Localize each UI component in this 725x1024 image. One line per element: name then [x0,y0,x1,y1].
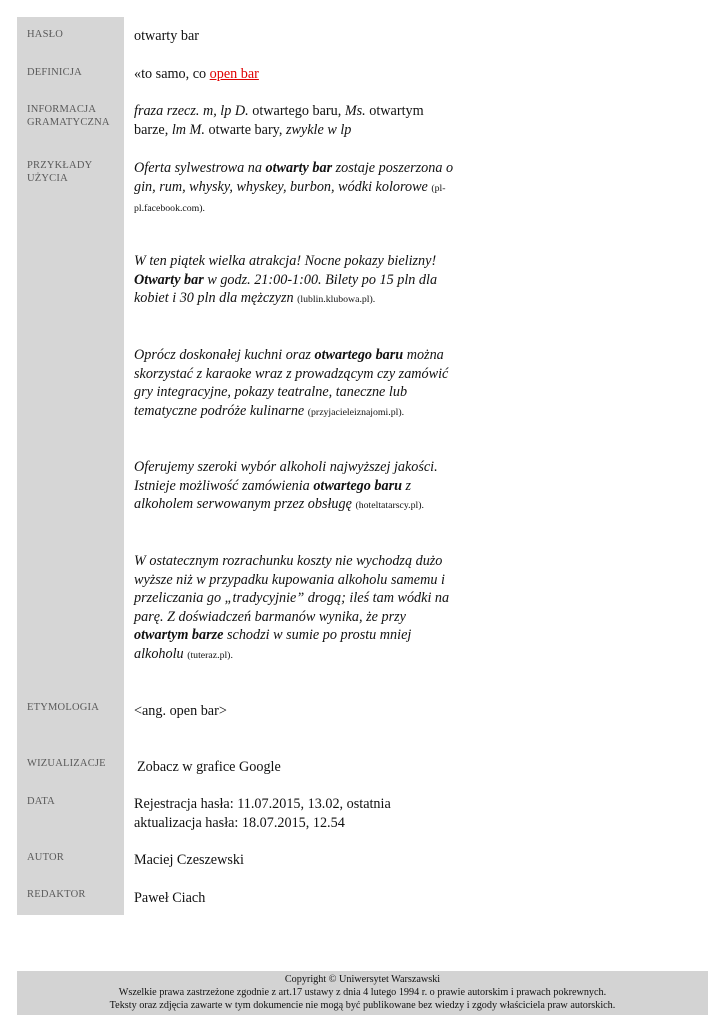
editor: Paweł Ciach [134,890,206,906]
usage-example [134,252,446,310]
google-images-link[interactable]: Zobacz w grafice Google [137,759,281,775]
update-date: aktualizacja hasła: 18.07.2015, 12.54 [134,815,345,831]
label-line: GRAMATYCZNA [27,117,110,128]
rights-line: Wszelkie prawa zastrzeżone zgodnie z art.17 ustawy z dnia 4 lutego 1994 r. o prawie autorskim i prawach pokrewnych. [118,987,607,998]
example-text: Oferta sylwestrowa na [134,160,266,176]
example-text: Oferujemy szeroki wybór alkoholi najwyższej jakości. Istnieje możliwość zamówienia [134,459,438,494]
label-informacja-gramatyczna [27,103,122,129]
example-headword: otwartym barze [134,627,224,644]
grammar-part: fraza rzecz. m, lp D. [134,103,249,119]
example-text: W ten piątek wielka atrakcja! Nocne pokazy bielizny! [134,253,437,269]
definition [134,65,464,84]
label-column [17,17,124,915]
example-text: Oprócz doskonałej kuchni oraz [134,347,315,363]
grammar-part: otwarte bary, [204,122,286,138]
usage-notice-line: Teksty oraz zdjęcia zawarte w tym dokumencie nie mogą być publikowane bez wiedzy i zgody właściciela praw autorskich. [109,1000,616,1011]
headword: otwarty bar [134,28,200,44]
example-text: z alkoholem serwowanym przez obsługę [134,477,412,513]
example-text: W ostatecznym rozrachunku koszty nie wychodzą dużo wyższe niż w przypadku kupowania alkoholu samemu i przeliczania go „tradycyjnie” drogą; ileś tam wódki na parę. Z doświadczeń barmanów wynika, że przy [134,553,450,625]
usage-example [134,458,449,516]
example-headword: Otwarty bar [134,271,204,288]
grammar-part: otwartym barze, [134,103,424,138]
label-line: UŻYCIA [27,173,68,184]
label-etymologia: ETYMOLOGIA [27,702,99,713]
label-data: DATA [27,796,55,807]
grammar-info [134,102,454,140]
usage-example [134,346,459,422]
label-przyklady-uzycia [27,159,122,185]
example-source: (przyjacieleiznajomi.pl). [307,406,405,418]
example-text: można skorzystać z karaoke wraz z prowadzącym czy zamówić gry integracyjne, pokazy teatralne, taneczne lub tematyczne podróże kulinarne [134,347,449,419]
label-haslo: HASŁO [27,29,64,40]
usage-example [134,159,459,219]
registration-date: Rejestracja hasła: 11.07.2015, 13.02, ostatnia [134,796,391,812]
usage-example [134,552,456,666]
label-autor: AUTOR [27,852,64,863]
label-definicja: DEFINICJA [27,67,82,78]
example-source: (hoteltatarscy.pl). [355,500,424,512]
copyright-line: Copyright © Uniwersytet Warszawski [284,974,441,985]
example-text: w godz. 21:00-1:00. Bilety po 15 pln dla kobiet i 30 pln dla mężczyzn [134,271,438,307]
definition-link[interactable]: open bar [209,66,259,82]
example-source: (lublin.klubowa.pl). [297,294,376,306]
definition-text: «to samo, co [134,66,210,82]
example-headword: otwartego baru [313,477,402,494]
label-line: PRZYKŁADY [27,160,93,171]
grammar-part: zwykle w lp [285,122,352,138]
copyright-footer [17,971,708,1015]
author: Maciej Czeszewski [134,852,244,868]
grammar-part: lm M. [171,122,205,138]
example-text: zostaje poszerzona o gin, rum, whysky, whyskey, burbon, wódki kolorowe [134,160,454,195]
grammar-part: otwartego baru, [248,103,345,119]
label-redaktor: REDAKTOR [27,889,86,900]
label-wizualizacje: WIZUALIZACJE [27,758,106,769]
example-headword: otwartego baru [314,347,404,363]
etymology: <ang. open bar> [134,703,227,719]
example-source: (pl-pl.facebook.com). [134,182,446,215]
label-line: INFORMACJA [27,104,97,115]
example-source: (tuteraz.pl). [187,649,233,661]
grammar-part: Ms. [344,103,366,119]
example-headword: otwarty bar [265,160,333,176]
example-text: schodzi w sumie po prostu mniej alkoholu [134,627,412,662]
dates [134,795,464,833]
